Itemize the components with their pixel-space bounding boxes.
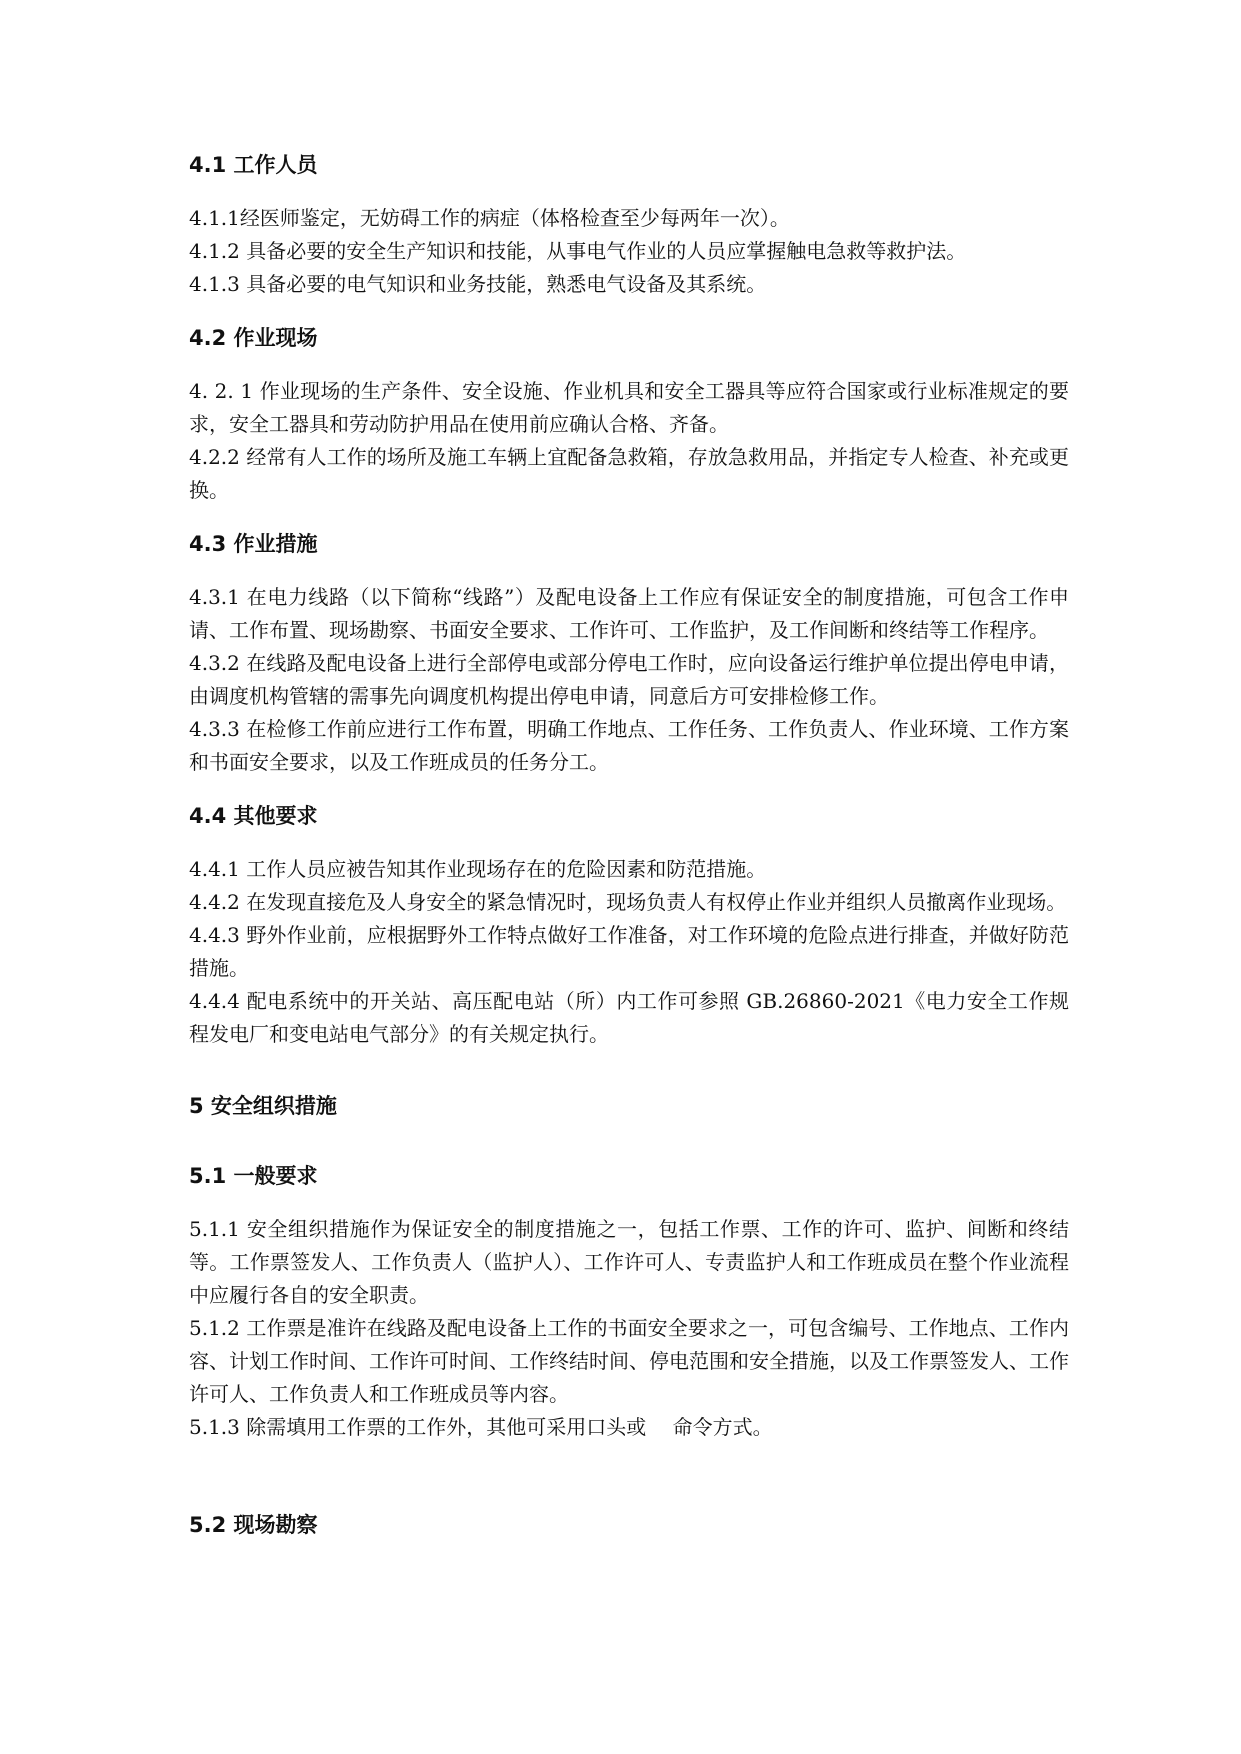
heading-4-4: 4.4 其他要求 xyxy=(189,804,318,828)
para-5-1-1: 5.1.1 安全组织措施作为保证安全的制度措施之一，包括工作票、工作的许可、监护、间断和终结等。工作票签发人、工作负责人（监护人）、工作许可人、专责监护人和工作班成员在整个作业流程中应履行各自的安全职责。 xyxy=(189,1217,1069,1307)
para-4-1-1: 4.1.1经医师鉴定，无妨碍工作的病症（体格检查至少每两年一次）。 xyxy=(189,206,790,230)
spacer xyxy=(189,1073,1069,1091)
para-4-4-2: 4.4.2 在发现直接危及人身安全的紧急情况时，现场负责人有权停止作业并组织人员撤离作业现场。 xyxy=(189,890,1067,914)
para-4-4-3: 4.4.3 野外作业前，应根据野外工作特点做好工作准备，对工作环境的危险点进行排查，并做好防范措施。 xyxy=(189,923,1069,980)
para-4-2-1: 4. 2. 1 作业现场的生产条件、安全设施、作业机具和安全工器具等应符合国家或行业标准规定的要求，安全工器具和劳动防护用品在使用前应确认合格、齐备。 xyxy=(189,379,1069,436)
section-4-2-body xyxy=(189,375,1069,507)
para-5-1-2: 5.1.2 工作票是准许在线路及配电设备上工作的书面安全要求之一，可包含编号、工作地点、工作内容、计划工作时间、工作许可时间、工作终结时间、停电范围和安全措施，以及工作票签发人、工作许可人、工作负责人和工作班成员等内容。 xyxy=(189,1316,1069,1406)
section-4-1-body xyxy=(189,202,1069,301)
spacer xyxy=(189,1466,1069,1510)
heading-4-1: 4.1 工作人员 xyxy=(189,153,318,177)
heading-5-2: 5.2 现场勘察 xyxy=(189,1513,318,1537)
section-5-1-body xyxy=(189,1213,1069,1444)
section-4-4-body xyxy=(189,853,1069,1051)
para-4-3-2: 4.3.2 在线路及配电设备上进行全部停电或部分停电工作时，应向设备运行维护单位提出停电申请，由调度机构管辖的需事先向调度机构提出停电申请，同意后方可安排检修工作。 xyxy=(189,651,1069,708)
para-4-4-4: 4.4.4 配电系统中的开关站、高压配电站（所）内工作可参照 GB.26860-2021《电力安全工作规程发电厂和变电站电气部分》的有关规定执行。 xyxy=(189,989,1069,1046)
section-4-3-body xyxy=(189,581,1069,779)
para-4-3-3: 4.3.3 在检修工作前应进行工作布置，明确工作地点、工作任务、工作负责人、作业环境、工作方案和书面安全要求，以及工作班成员的任务分工。 xyxy=(189,717,1069,774)
heading-5: 5 安全组织措施 xyxy=(189,1094,337,1118)
para-4-2-2: 4.2.2 经常有人工作的场所及施工车辆上宜配备急救箱，存放急救用品，并指定专人检查、补充或更换。 xyxy=(189,445,1069,502)
para-4-3-1: 4.3.1 在电力线路（以下简称“线路”）及配电设备上工作应有保证安全的制度措施，可包含工作申请、工作布置、现场勘察、书面安全要求、工作许可、工作监护，及工作间断和终结等工作程序。 xyxy=(189,585,1069,642)
para-4-4-1: 4.4.1 工作人员应被告知其作业现场存在的危险因素和防范措施。 xyxy=(189,857,767,881)
spacer xyxy=(189,1143,1069,1161)
heading-4-3: 4.3 作业措施 xyxy=(189,532,318,556)
heading-5-1: 5.1 一般要求 xyxy=(189,1164,318,1188)
para-5-1-3: 5.1.3 除需填用工作票的工作外，其他可采用口头或 命令方式。 xyxy=(189,1415,773,1439)
para-4-1-3: 4.1.3 具备必要的电气知识和业务技能，熟悉电气设备及其系统。 xyxy=(189,272,767,296)
heading-4-2: 4.2 作业现场 xyxy=(189,326,318,350)
document-page xyxy=(189,150,1069,1562)
para-4-1-2: 4.1.2 具备必要的安全生产知识和技能，从事电气作业的人员应掌握触电急救等救护法。 xyxy=(189,239,967,263)
